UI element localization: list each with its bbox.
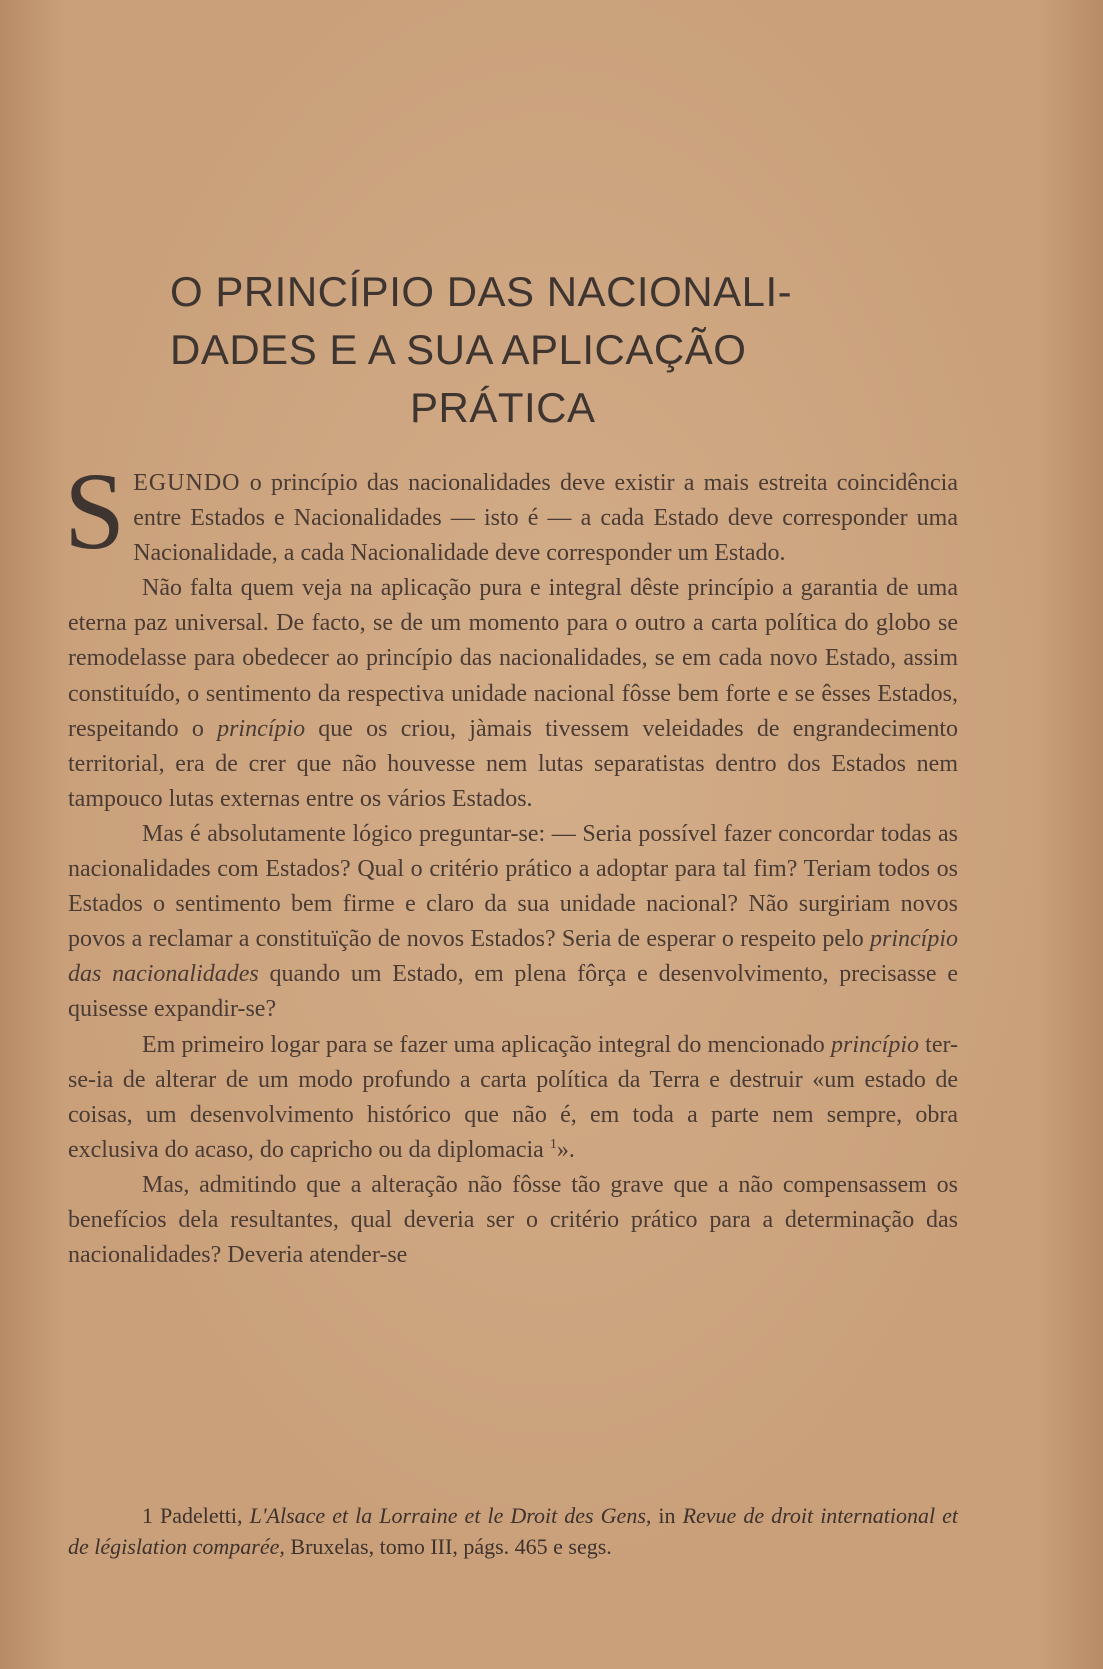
emphasis-principio-nacionalidades: princípio das nacionalidades: [68, 926, 958, 988]
emphasis-principio: princípio: [217, 715, 306, 742]
title-line-3: PRÁTICA: [410, 384, 596, 432]
title-line-2: DADES E A SUA APLICAÇÃO: [170, 326, 747, 374]
paragraph-3: [68, 817, 958, 1028]
paragraph-3-text: Mas é absolutamente lógico preguntar-se: — Seria possível fazer concordar todas as nacionalidades com Estados? Qual o critério prático a adoptar para tal fim? Teriam todos os Estados o sentimento bem firme e claro da sua unidade nacional? Não surgiriam novos povos a reclamar a constituïção de novos Estados? Seria de esperar o respeito pelo: [68, 820, 958, 953]
paragraph-2-text-b: que os criou, jàmais tivessem veleidades de engrandecimento territorial, era de crer que não houvesse nem lutas separatistas dentro dos Estados nem tampouco lutas externas entre os vários Estados.: [68, 715, 959, 812]
footnote-author: Padeletti,: [153, 1503, 250, 1528]
paragraph-2: [68, 571, 958, 817]
footnote-rest: Bruxelas, tomo III, págs. 465 e segs.: [284, 1534, 612, 1559]
footnote-journal: Revue de droit international et de législation comparée,: [68, 1503, 958, 1559]
paragraph-4-text: Em primeiro logar para se fazer uma aplicação integral do mencionado: [142, 1031, 831, 1058]
paragraph-5-text: Mas, admitindo que a alteração não fôsse tão grave que a não compensassem os benefícios dela resultantes, qual deveria ser o critério prático para a determinação das nacionalidades? Deveria atender-se: [68, 1171, 958, 1269]
footnote: [68, 1500, 958, 1562]
footnote-in: in: [651, 1503, 683, 1528]
paragraph-3-text-b: quando um Estado, em plena fôrça e desenvolvimento, precisasse e quisesse expandir-se?: [68, 961, 958, 1023]
paragraph-1: [64, 450, 958, 572]
paragraph-4: [68, 1028, 958, 1168]
paragraph-4-text-b: ter-se-ia de alterar de um modo profundo a carta política da Terra e destruir «um estado de coisas, um desenvolvimento histórico que não é, em toda a parte nem sempre, obra exclusiva do acaso, do capricho ou da diplomacia: [68, 1031, 959, 1163]
paragraph-2-text: Não falta quem veja na aplicação pura e integral dêste princípio a garantia de uma eterna paz universal. De facto, se de um momento para o outro a carta política do globo se remodelasse para obedecer ao princípio das nacionalidades, se em cada novo Estado, assim constituído, o sentimento da respectiva unidade nacional fôsse bem forte e se êsses Estados, respeitando o: [68, 575, 958, 742]
chapter-title: [170, 263, 870, 437]
title-line-1: O PRINCÍPIO DAS NACIONALI-: [170, 268, 793, 316]
drop-cap: S: [64, 450, 126, 572]
body-text: [64, 450, 959, 1273]
paragraph-4-text-c: ».: [556, 1136, 575, 1163]
paragraph-5: [68, 1168, 958, 1273]
footnote-work: L'Alsace et la Lorraine et le Droit des Gens,: [249, 1503, 652, 1528]
opening-word: EGUNDO: [133, 470, 241, 496]
paragraph-1-text: o princípio das nacionalidades deve existir a mais estreita coincidência entre Estados e Nacionalidades — isto é — a cada Estado deve corresponder uma Nacionalidade, a cada Nacionalidade deve corresponder um Estado.: [133, 470, 958, 567]
footnote-number: 1: [142, 1503, 153, 1528]
footnote-ref: 1: [549, 1136, 557, 1152]
emphasis-principio-2: princípio: [831, 1031, 919, 1058]
